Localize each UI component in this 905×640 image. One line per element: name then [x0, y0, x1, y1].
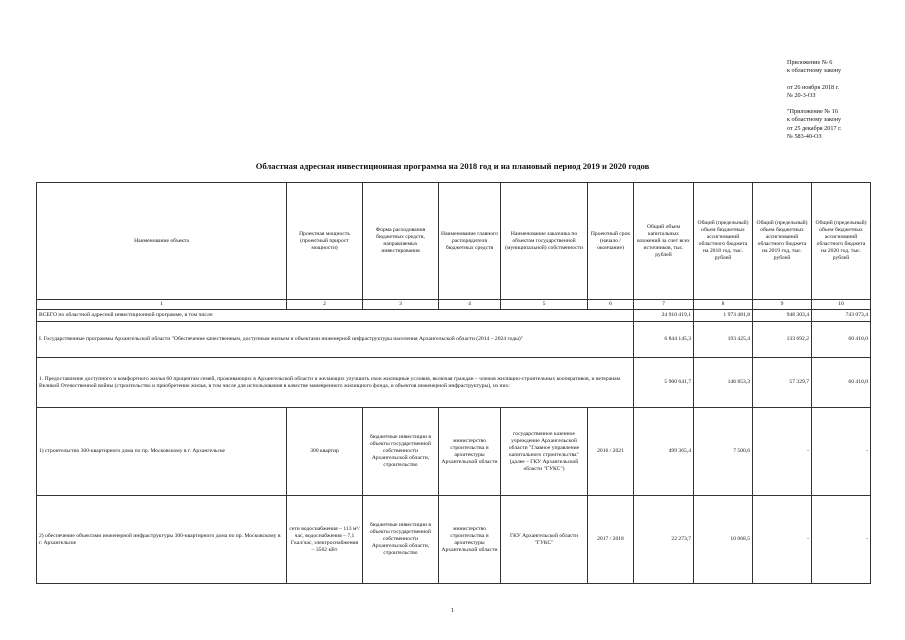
appendix-note	[787, 59, 897, 141]
object-row	[37, 496, 871, 584]
header-cell: Форма расходования бюджетных средств, направляемых инвестирования	[363, 183, 439, 300]
value-cell: 7 500,6	[694, 408, 753, 496]
value-cell: 5 900 641,7	[634, 358, 694, 408]
total-row	[37, 310, 871, 322]
column-number: 9	[753, 300, 812, 310]
customer-cell: государственное казенное учреждение Архангельской области "Главное управление капитального строительства" (далее – ГКУ Архангельской области "ГУКС")	[501, 408, 588, 496]
appendix-line: к областному закону	[787, 116, 842, 124]
value-cell: 499 365,4	[634, 408, 694, 496]
value-cell: 24 910 419,1	[634, 310, 694, 322]
value-cell: 60 410,0	[812, 358, 871, 408]
row-name: 1. Предоставление доступного и комфортного жилья 60 процентам семей, проживающих в Архангельской области и желающих улучшить свои жилищные условия, включая граждан – членов жилищно-строительных кооперативов, и ветеранам Великой Отечественной войны (строительство и приобретение жилья, в том числе для использования в качестве маневренного жилищного фонда, и объектов инженерной инфраструктуры), из них:	[37, 358, 634, 408]
appendix-line: от 25 декабря 2017 г.	[787, 124, 842, 132]
subprogram-row	[37, 358, 871, 408]
manager-cell: министерство строительства и архитектуры Архангельской области	[439, 496, 501, 584]
header-cell: Проектная мощность (проектный прирост мощности)	[287, 183, 363, 300]
header-cell: Наименование объекта	[37, 183, 287, 300]
column-number-row	[37, 300, 871, 310]
value-cell: 57 329,7	[753, 358, 812, 408]
document-title: Областная адресная инвестиционная программа на 2018 год и на плановый период 2019 и 2020 годов	[255, 161, 650, 171]
appendix-line: Приложение № 6	[787, 59, 833, 66]
value-cell: -	[812, 408, 871, 496]
object-name: 2) обеспечение объектами инженерной инфраструктуры 300-квартирного дома по пр. Московскому в г. Архангельске	[37, 496, 287, 584]
value-cell: 948 303,4	[753, 310, 812, 322]
header-cell: Общий (предельный) объем бюджетных ассигнований областного бюджета на 2018 год, тыс. рублей	[694, 183, 753, 300]
value-cell: 193 425,4	[694, 322, 753, 358]
investment-program-table	[36, 182, 871, 584]
column-number: 7	[634, 300, 694, 310]
column-number: 8	[694, 300, 753, 310]
term-cell: 2016 / 2021	[588, 408, 634, 496]
manager-cell: министерство строительства и архитектуры Архангельской области	[439, 408, 501, 496]
column-number: 1	[37, 300, 287, 310]
value-cell: -	[753, 408, 812, 496]
value-cell: 22 273,7	[634, 496, 694, 584]
value-cell: 743 073,4	[812, 310, 871, 322]
header-cell: Наименование заказчика по объектам государственной (муниципальной) собственности	[501, 183, 588, 300]
column-number: 5	[501, 300, 588, 310]
header-cell: Общий (предельный) объем бюджетных ассигнований областного бюджета на 2019 год, тыс. рублей	[753, 183, 812, 300]
capacity-cell: 300 квартир	[287, 408, 363, 496]
header-cell: Проектный срок (начало / окончание)	[588, 183, 634, 300]
program-row	[37, 322, 871, 358]
header-row	[37, 183, 871, 300]
term-cell: 2017 / 2018	[588, 496, 634, 584]
capacity-cell: сети водоснабжения – 113 м³/час, водоснабжения – 7,1 Гкал/час, электроснабжения – 3562 кВт	[287, 496, 363, 584]
appendix-line: к областному закону	[787, 67, 842, 75]
value-cell: 146 853,3	[694, 358, 753, 408]
header-cell: Общий (предельный) объем бюджетных ассигнований областного бюджета на 2020 год, тыс. рублей	[812, 183, 871, 300]
value-cell: 60 410,0	[812, 322, 871, 358]
column-number: 2	[287, 300, 363, 310]
object-name: 1) строительство 300-квартирного дома по пр. Московскому в г. Архангельске	[37, 408, 287, 496]
appendix-line: от 26 ноября 2018 г.	[787, 83, 840, 91]
page-number: 1	[450, 607, 455, 614]
form-cell: бюджетные инвестиции в объекты государственной собственности Архангельской области, строительство	[363, 408, 439, 496]
value-cell: 1 973 481,8	[694, 310, 753, 322]
column-number: 6	[588, 300, 634, 310]
header-cell: Наименование главного распорядителя бюджетных средств	[439, 183, 501, 300]
header-cell: Общий объем капитальных вложений за счет всех источников, тыс. рублей	[634, 183, 694, 300]
column-number: 4	[439, 300, 501, 310]
value-cell: 6 844 145,3	[634, 322, 694, 358]
column-number: 3	[363, 300, 439, 310]
value-cell: -	[753, 496, 812, 584]
appendix-line: № 20-3-ОЗ	[787, 91, 816, 99]
row-name: I. Государственные программы Архангельской области "Обеспечение качественным, доступным жильем и объектами инженерной инфраструктуры населения Архангельской области (2014 – 2024 годы)"	[37, 322, 634, 358]
value-cell: 133 692,2	[753, 322, 812, 358]
column-number: 10	[812, 300, 871, 310]
value-cell: -	[812, 496, 871, 584]
row-name: ВСЕГО по областной адресной инвестиционной программе, в том числе:	[37, 310, 634, 322]
object-row	[37, 408, 871, 496]
form-cell: бюджетные инвестиции в объекты государственной собственности Архангельской области, строительство	[363, 496, 439, 584]
appendix-line: № 583-40-ОЗ	[787, 133, 822, 141]
appendix-line: "Приложение № 16	[787, 108, 838, 116]
value-cell: 10 068,5	[694, 496, 753, 584]
customer-cell: ГКУ Архангельской области "ГУКС"	[501, 496, 588, 584]
